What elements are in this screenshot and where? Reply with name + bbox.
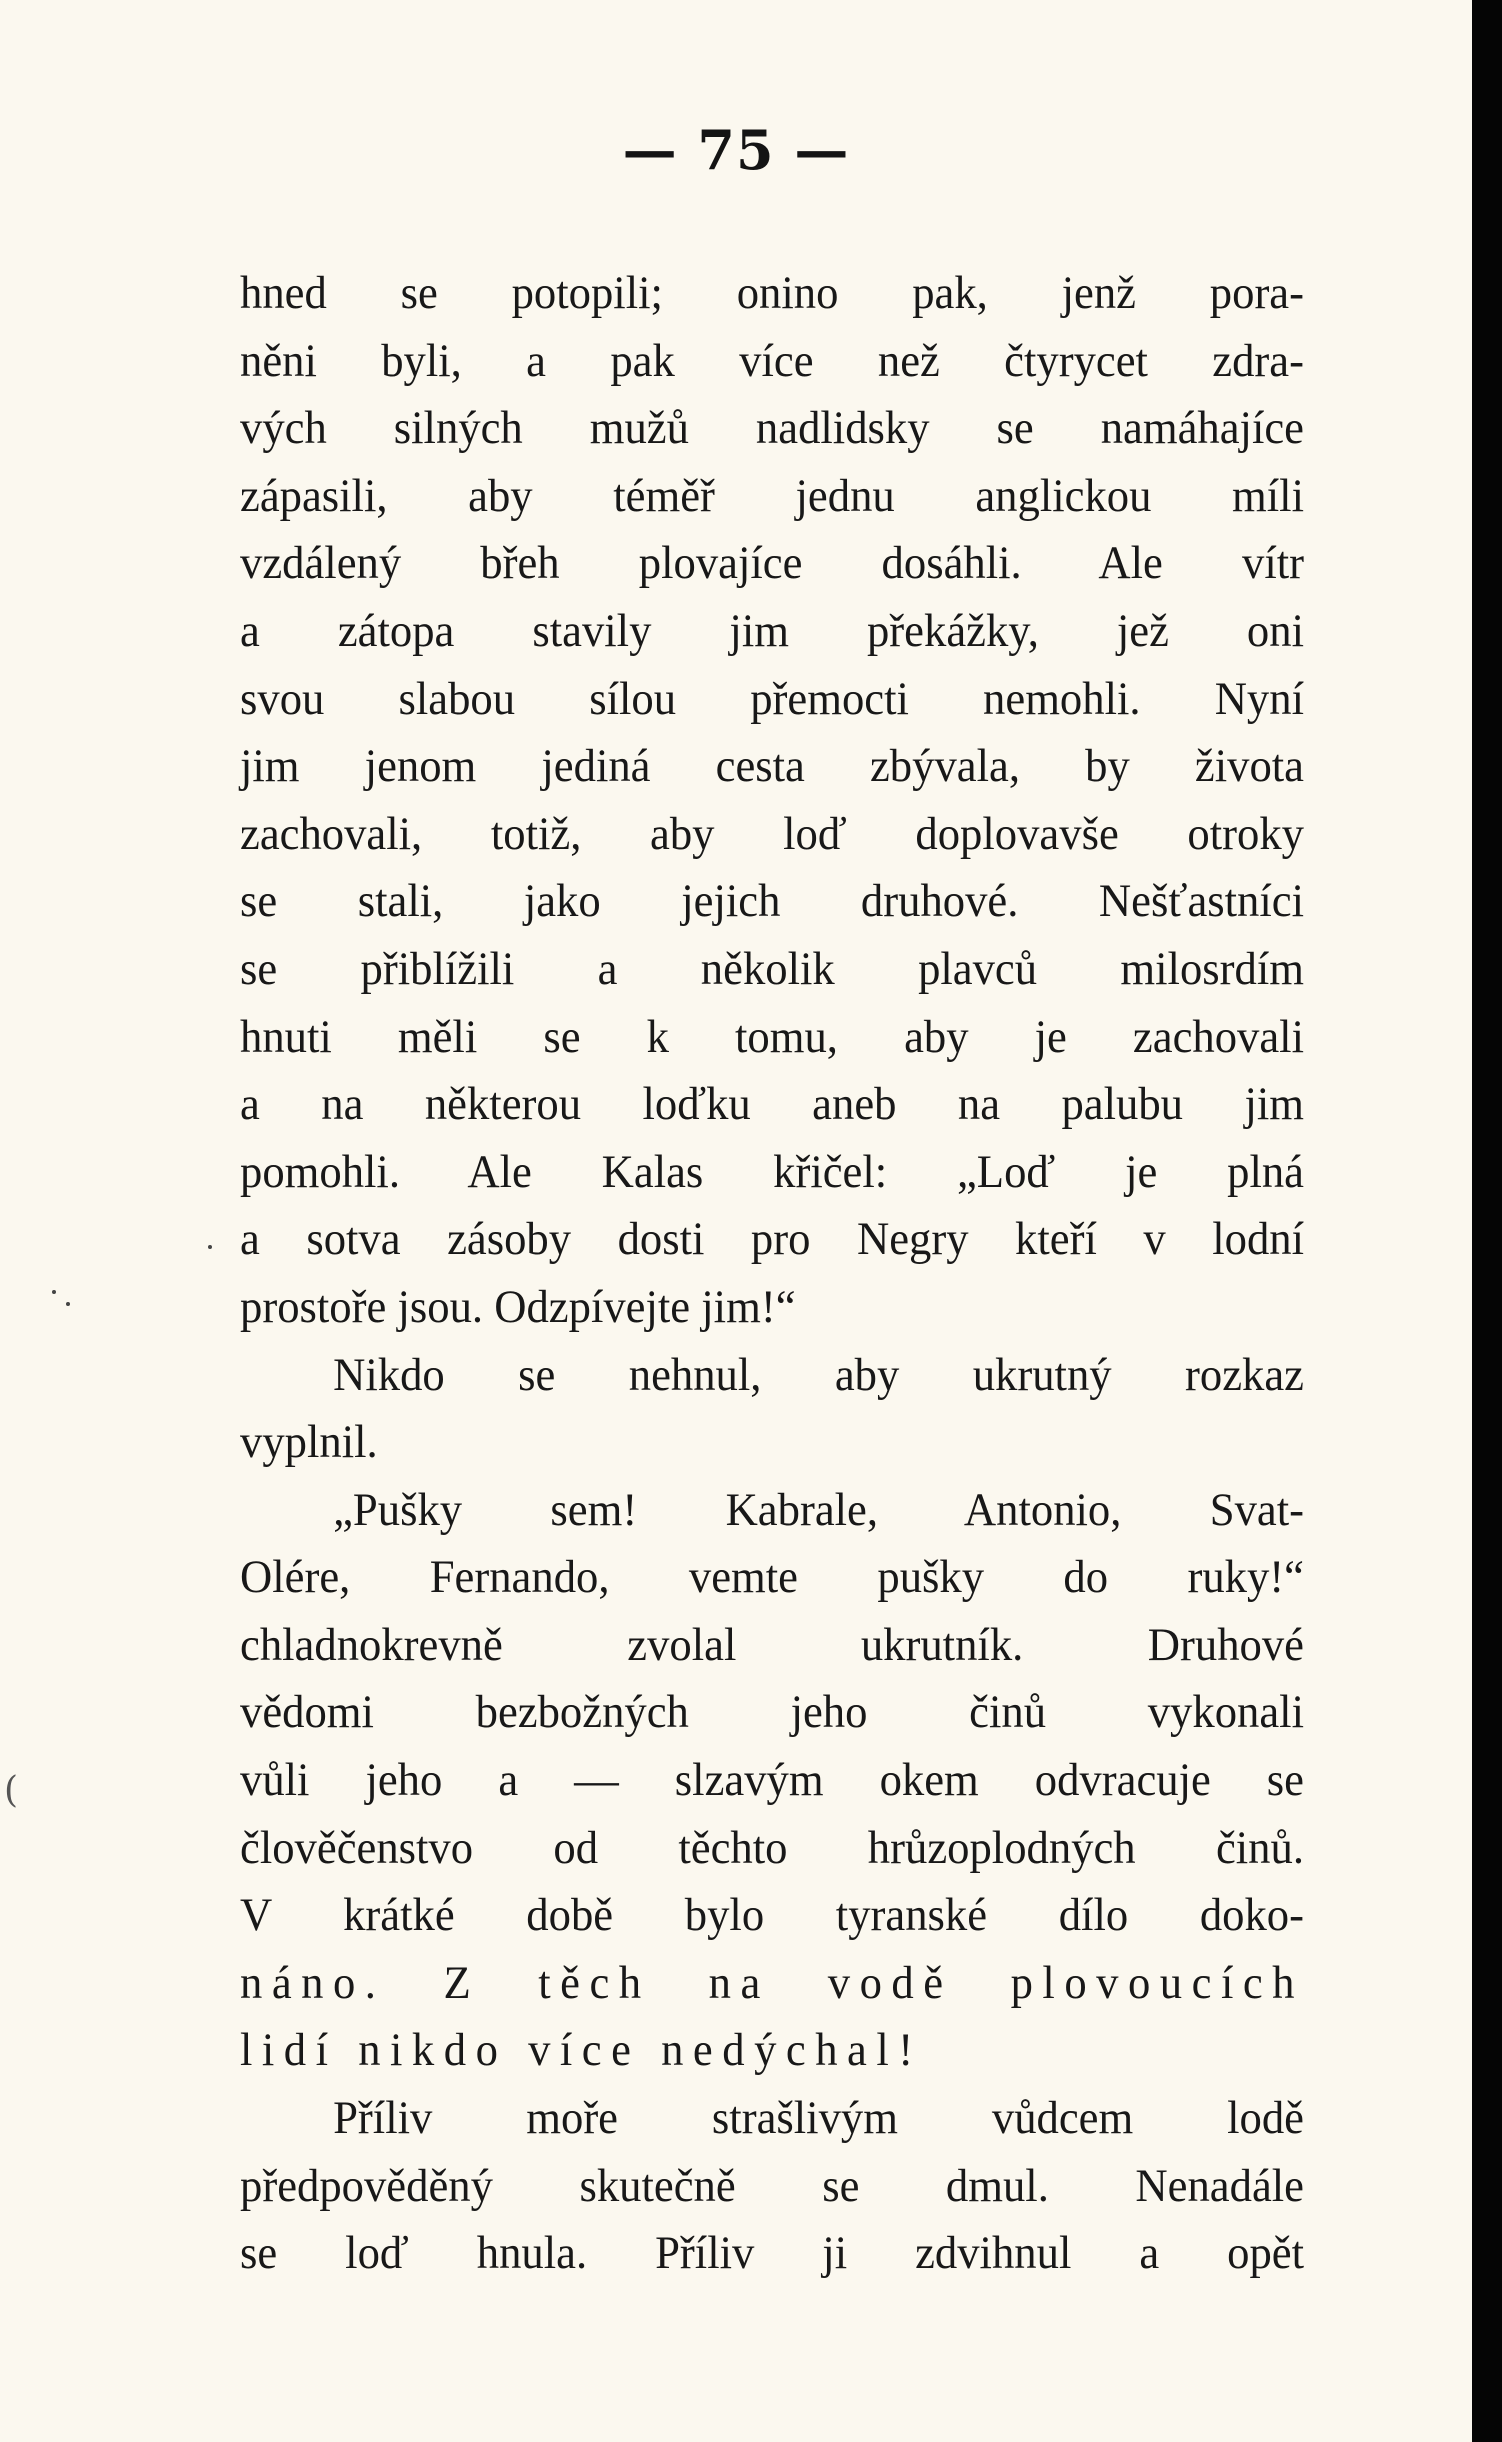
body-text <box>240 260 1360 2288</box>
text-line: a na některou loďku aneb na palubu jim <box>240 1078 1304 1131</box>
text-line: vyplnil. <box>240 1416 378 1469</box>
page-edge-shadow <box>1472 0 1502 2442</box>
paper-speck <box>208 1245 212 1249</box>
paper-speck <box>52 1290 56 1294</box>
text-line: V krátké době bylo tyranské dílo doko- <box>240 1889 1304 1942</box>
text-line: Nikdo se nehnul, aby ukrutný rozkaz <box>333 1348 1305 1401</box>
text-line: a sotva zásoby dosti pro Negry kteří v lodní <box>240 1213 1304 1266</box>
text-line: vědomi bezbožných jeho činů vykonali <box>240 1686 1304 1739</box>
text-line: se stali, jako jejich druhové. Nešťastníci <box>240 875 1304 928</box>
margin-mark: ( <box>4 1770 19 1811</box>
text-line: vých silných mužů nadlidsky se namáhajíce <box>240 402 1304 455</box>
text-line: předpověděný skutečně se dmul. Nenadále <box>240 2159 1304 2212</box>
text-line: „Pušky sem! Kabrale, Antonio, Svat- <box>333 1483 1305 1536</box>
text-line: vzdálený břeh plovajíce dosáhli. Ale vítr <box>240 537 1304 590</box>
text-line: náno. Z těch na vodě plovoucích <box>240 1956 1304 2009</box>
text-line: vůli jeho a — slzavým okem odvracuje se <box>240 1754 1304 1807</box>
text-line: hnuti měli se k tomu, aby je zachovali <box>240 1010 1304 1063</box>
text-line: svou slabou sílou přemocti nemohli. Nyní <box>240 672 1304 725</box>
text-line: zachovali, totiž, aby loď doplovavše otroky <box>240 807 1304 860</box>
text-line: prostoře jsou. Odzpívejte jim!“ <box>240 1280 796 1333</box>
text-line: pomohli. Ale Kalas křičel: „Loď je plná <box>240 1145 1304 1198</box>
text-line: chladnokrevně zvolal ukrutník. Druhové <box>240 1618 1304 1671</box>
text-line: a zátopa stavily jim překážky, jež oni <box>240 604 1304 657</box>
text-line: člověčenstvo od těchto hrůzoplodných činů. <box>240 1821 1304 1874</box>
text-line: se přiblížili a několik plavců milosrdím <box>240 942 1304 995</box>
text-line: Příliv moře strašlivým vůdcem lodě <box>333 2092 1305 2145</box>
text-line: se loď hnula. Příliv ji zdvihnul a opět <box>240 2227 1304 2280</box>
page-number: — 75 — <box>622 118 850 182</box>
text-line: hned se potopili; onino pak, jenž pora- <box>240 267 1304 319</box>
text-line: zápasili, aby téměř jednu anglickou míli <box>240 469 1304 522</box>
text-line: lidí nikdo více nedýchal! <box>240 2024 923 2077</box>
text-line: jim jenom jediná cesta zbývala, by života <box>240 740 1304 793</box>
text-line: Olére, Fernando, vemte pušky do ruky!“ <box>240 1551 1304 1604</box>
text-line: něni byli, a pak více než čtyrycet zdra- <box>240 334 1304 387</box>
paper-speck <box>66 1302 70 1306</box>
